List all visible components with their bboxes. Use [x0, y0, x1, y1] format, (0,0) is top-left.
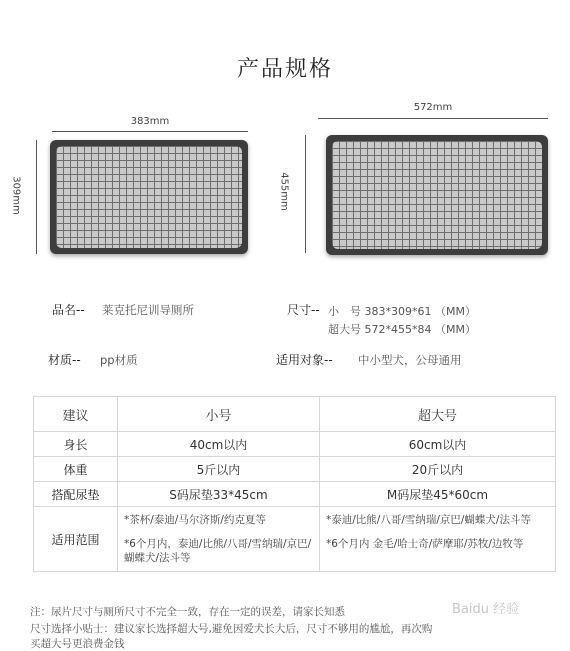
- header-cell: 超大号: [320, 397, 556, 432]
- cell-large: 20斤以内: [320, 457, 556, 482]
- note-line-1: 注：尿片尺寸与厕所尺寸不完全一致，存在一定的误差，请家长知悉: [30, 606, 345, 618]
- row-label: 适用范围: [34, 507, 118, 572]
- large-height-line: [305, 135, 306, 253]
- large-tray-grid: [332, 141, 542, 249]
- large-width-line: [318, 118, 548, 119]
- table-header-row: [34, 397, 556, 432]
- table-row: [34, 432, 556, 457]
- large-height-label: 455mm: [278, 172, 290, 211]
- row-label: 体重: [34, 457, 118, 482]
- small-height-line: [36, 140, 37, 254]
- table-row: [34, 482, 556, 507]
- range-large-1: *泰迪/比熊/八哥/雪纳瑞/京巴/蝴蝶犬/法斗等: [326, 514, 531, 526]
- table-row-range: [34, 507, 556, 572]
- name-label: 品名--: [52, 303, 85, 317]
- small-height-label: 309mm: [10, 176, 22, 215]
- small-tray-image: [50, 140, 248, 254]
- large-tray-image: [326, 135, 548, 255]
- range-small-1: *茶杯/泰迪/马尔济斯/约克夏等: [124, 514, 266, 526]
- size-label: 尺寸--: [287, 303, 320, 317]
- target-label: 适用对象--: [276, 353, 333, 367]
- range-small-2: *6个月内，泰迪/比熊/八哥/雪纳瑞/京巴/蝴蝶犬/法斗等: [124, 538, 312, 564]
- note-line-2: 尺寸选择小贴士：建议家长选择超大号,避免因爱犬长大后，尺寸不够用的尴尬，再次购: [30, 623, 433, 635]
- header-cell: 建议: [34, 397, 118, 432]
- size-large: 超大号 572*455*84 （MM）: [328, 323, 476, 336]
- row-label: 身长: [34, 432, 118, 457]
- cell-large: M码尿垫45*60cm: [320, 482, 556, 507]
- cell-small: 40cm以内: [118, 432, 320, 457]
- target-value: 中小型犬，公母通用: [358, 353, 462, 367]
- watermark: Baidu 经验: [452, 602, 520, 617]
- cell-range-small: [118, 507, 320, 572]
- name-value: 莱克托尼训导厕所: [102, 303, 194, 317]
- header-cell: 小号: [118, 397, 320, 432]
- range-large-2: *6个月内 金毛/哈士奇/萨摩耶/苏牧/边牧等: [326, 538, 524, 550]
- cell-small: 5斤以内: [118, 457, 320, 482]
- note-line-3: 买超大号更浪费金钱: [30, 638, 125, 650]
- spec-table: [33, 396, 556, 572]
- row-label: 搭配尿垫: [34, 482, 118, 507]
- small-width-label: 383mm: [130, 116, 170, 127]
- material-value: pp材质: [100, 353, 138, 367]
- page-title: 产品规格: [236, 57, 333, 82]
- material-label: 材质--: [48, 353, 81, 367]
- cell-large: 60cm以内: [320, 432, 556, 457]
- large-width-label: 572mm: [413, 102, 453, 113]
- small-tray-grid: [56, 146, 242, 248]
- table-row: [34, 457, 556, 482]
- cell-small: S码尿垫33*45cm: [118, 482, 320, 507]
- size-small: 小 号 383*309*61 （MM）: [328, 305, 476, 318]
- small-width-line: [52, 131, 248, 132]
- cell-range-large: [320, 507, 556, 572]
